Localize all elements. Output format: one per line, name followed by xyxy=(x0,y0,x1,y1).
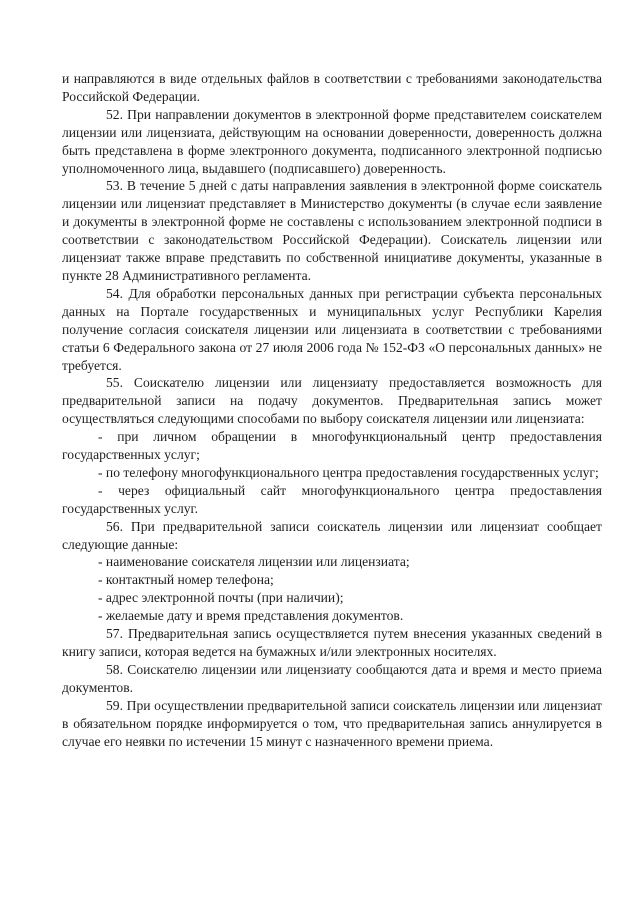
list-item: - через официальный сайт многофункционального центра предоставления государственных услуг. xyxy=(62,482,602,516)
list-item: - адрес электронной почты (при наличии); xyxy=(98,590,344,606)
paragraph-55: 55. Соискателю лицензии или лицензиату предоставляется возможность для предварительной записи на подачу документов. Предварительная запись может осуществляться следующими способами по выбору соискателя лицензии или лицензиата: xyxy=(62,375,602,427)
paragraph-54: 54. Для обработки персональных данных при регистрации субъекта персональных данных на Портале государственных и муниципальных услуг Республики Карелия получение согласия соискателя лицензии или лицензиата в соответствии с требованиями статьи 6 Федерального закона от 27 июля 2006 года № 152-ФЗ «О персональных данных» не требуется. xyxy=(62,285,602,373)
list-item: - по телефону многофункционального центра предоставления государственных услуг; xyxy=(98,464,599,480)
list-item: - контактный номер телефона; xyxy=(98,572,274,588)
paragraph-52: 52. При направлении документов в электронной форме представителем соискателем лицензии или лицензиата, действующим на основании доверенности, доверенность должна быть представлена в форме электронного документа, подписанного электронной подписью уполномоченного лица, выдавшего (подписавшего) доверенность. xyxy=(62,106,602,176)
paragraph-57: 57. Предварительная запись осуществляется путем внесения указанных сведений в книгу записи, которая ведется на бумажных и/или электронных носителях. xyxy=(62,626,602,659)
list-item: - наименование соискателя лицензии или лицензиата; xyxy=(98,554,410,570)
list-item: - желаемые дату и время представления документов. xyxy=(98,608,404,624)
paragraph-53: 53. В течение 5 дней с даты направления заявления в электронной форме соискатель лицензии или лицензиат представляет в Министерство документы (в случае если заявление и документы в электронной форме не составлены с использованием электронной подписи в соответствии с законодательством Российской Федерации). Соискатель лицензии или лицензиат также вправе представить по собственной инициативе документы, указанные в пункте 28 Административного регламента. xyxy=(62,178,602,283)
document-page xyxy=(62,70,602,750)
paragraph-58: 58. Соискателю лицензии или лицензиату сообщаются дата и время и место приема документов. xyxy=(62,661,602,695)
paragraph-continuation: и направляются в виде отдельных файлов в соответствии с требованиями законодательства Российской Федерации. xyxy=(62,71,602,104)
paragraph-59: 59. При осуществлении предварительной записи соискатель лицензии или лицензиат в обязательном порядке информируется о том, что предварительная запись аннулируется в случае его неявки по истечении 15 минут с назначенного времени приема. xyxy=(62,697,602,749)
list-item: - при личном обращении в многофункциональный центр предоставления государственных услуг; xyxy=(62,429,602,463)
paragraph-56: 56. При предварительной записи соискатель лицензии или лицензиат сообщает следующие данные: xyxy=(62,518,602,552)
